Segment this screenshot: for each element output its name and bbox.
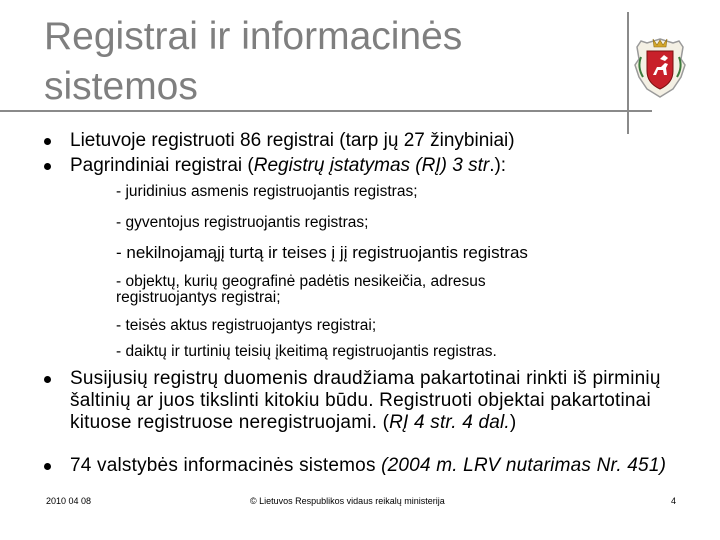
bullet-text xyxy=(70,455,700,477)
bullet-text xyxy=(70,368,700,434)
bullet-text-post: ) xyxy=(509,412,517,433)
law-reference: RĮ 4 str. 4 dal. xyxy=(389,412,510,433)
subitem-real-estate: - nekilnojamąjį turtą ir teises į jį registruojantis registras xyxy=(116,243,528,262)
government-resolution-reference: (2004 m. LRV nutarimas Nr. 451) xyxy=(381,455,667,476)
bullet-text xyxy=(70,155,506,177)
bullet-text-pre: Susijusių registrų duomenis draudžiama pakartotinai rinkti iš pirminių šaltinių ar juos tikslinti kitokiu būdu. Registruoti objektai pakartotinai kituose registruose neregistruojami. ( xyxy=(70,368,661,433)
bullet-dot xyxy=(44,376,51,383)
footer-copyright: © Lietuvos Respublikos vidaus reikalų ministerija xyxy=(250,496,445,506)
bullet-dot xyxy=(44,138,51,145)
subitem-residents: - gyventojus registruojantis registras; xyxy=(116,214,369,231)
law-reference: Registrų įstatymas (RĮ) 3 str xyxy=(253,155,490,176)
bullet-dot xyxy=(44,163,51,170)
subitem-legal-acts: - teisės aktus registruojantys registrai; xyxy=(116,317,377,334)
bullet-text-pre: Pagrindiniai registrai ( xyxy=(70,155,254,176)
subitem-legal-entities: - juridinius asmenis registruojantis registras; xyxy=(116,183,418,200)
bullet-dot xyxy=(44,463,51,470)
bullet-text-pre: 74 valstybės informacinės sistemos xyxy=(70,455,382,476)
subitem-addresses-cont: registruojantys registrai; xyxy=(116,289,281,306)
bullet-text: Lietuvoje registruoti 86 registrai (tarp jų 27 žinybiniai) xyxy=(70,130,515,151)
title-divider xyxy=(0,110,652,112)
coat-of-arms-icon xyxy=(633,37,687,99)
bullet-text-post: .): xyxy=(489,155,507,176)
subitem-addresses: - objektų, kurių geografinė padėtis nesikeičia, adresus xyxy=(116,273,486,290)
slide-title: Registrai ir informacinės sistemos xyxy=(44,15,463,108)
subitem-pledges: - daiktų ir turtinių teisių įkeitimą registruojantis registras. xyxy=(116,343,497,360)
footer-date: 2010 04 08 xyxy=(46,496,92,506)
vertical-divider xyxy=(627,12,629,134)
page-number: 4 xyxy=(671,496,677,506)
